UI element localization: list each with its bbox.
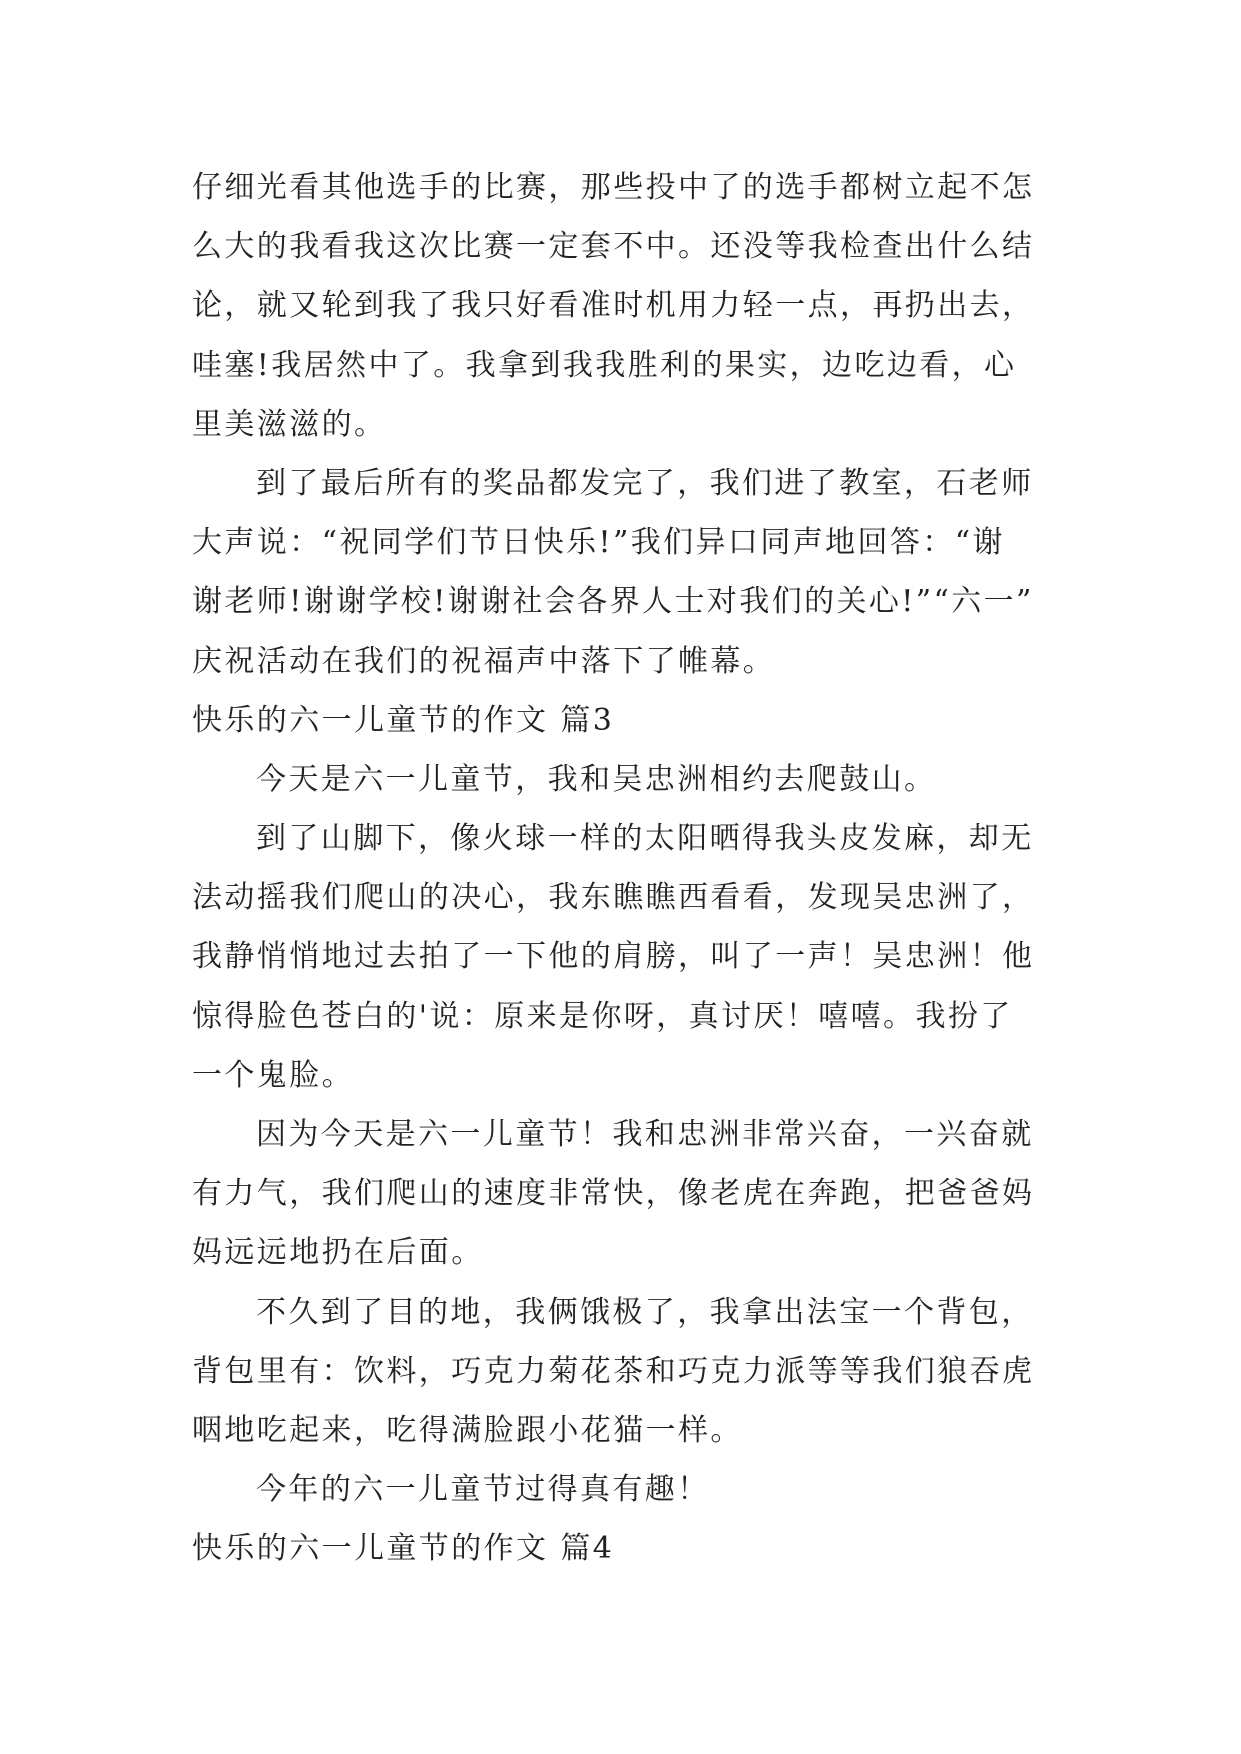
- paragraph-start-line: 今天是六一儿童节，我和吴忠洲相约去爬鼓山。: [256, 761, 937, 797]
- text-line: 大声说：“祝同学们节日快乐!”我们异口同声地回答：“谢: [192, 525, 1005, 561]
- section-heading: 快乐的六一儿童节的作文 篇4: [192, 1531, 615, 1567]
- text-line: 里美滋滋的。: [192, 406, 387, 442]
- paragraph-start-line: 到了最后所有的奖品都发完了，我们进了教室，石老师: [256, 465, 1034, 501]
- text-line: 谢老师!谢谢学校!谢谢社会各界人士对我们的关心!”“六一”: [192, 584, 1034, 620]
- text-line: 惊得脸色苍白的'说：原来是你呀，真讨厌！嘻嘻。我扮了: [192, 998, 1013, 1034]
- text-line: 庆祝活动在我们的祝福声中落下了帷幕。: [192, 643, 776, 679]
- paragraph-start-line: 因为今天是六一儿童节！我和忠洲非常兴奋，一兴奋就: [256, 1117, 1034, 1152]
- text-line: 有力气，我们爬山的速度非常快，像老虎在奔跑，把爸爸妈: [192, 1176, 1035, 1212]
- text-line: 咽地吃起来，吃得满脸跟小花猫一样。: [192, 1412, 743, 1448]
- text-line: 背包里有：饮料，巧克力菊花茶和巧克力派等等我们狼吞虎: [192, 1353, 1035, 1389]
- text-line: 妈远远地扔在后面。: [192, 1235, 484, 1271]
- section-heading: 快乐的六一儿童节的作文 篇3: [192, 702, 615, 738]
- text-line: 我静悄悄地过去拍了一下他的肩膀，叫了一声！吴忠洲！他: [192, 939, 1035, 975]
- paragraph-start-line: 不久到了目的地，我俩饿极了，我拿出法宝一个背包，: [256, 1294, 1034, 1330]
- text-line: 仔细光看其他选手的比赛，那些投中了的选手都树立起不怎: [192, 170, 1035, 205]
- text-line: 么大的我看我这次比赛一定套不中。还没等我检查出什么结: [192, 229, 1035, 265]
- text-line: 论，就又轮到我了我只好看准时机用力轻一点，再扔出去，: [192, 288, 1035, 324]
- paragraph-start-line: 到了山脚下，像火球一样的太阳晒得我头皮发麻，却无: [256, 821, 1034, 857]
- text-line: 哇塞!我居然中了。我拿到我我胜利的果实，边吃边看，心: [192, 347, 1017, 383]
- text-line: 一个鬼脸。: [192, 1057, 354, 1093]
- text-line: 法动摇我们爬山的决心，我东瞧瞧西看看，发现吴忠洲了，: [192, 880, 1035, 916]
- paragraph-start-line: 今年的六一儿童节过得真有趣！: [256, 1472, 710, 1508]
- document-body: [192, 158, 1054, 1579]
